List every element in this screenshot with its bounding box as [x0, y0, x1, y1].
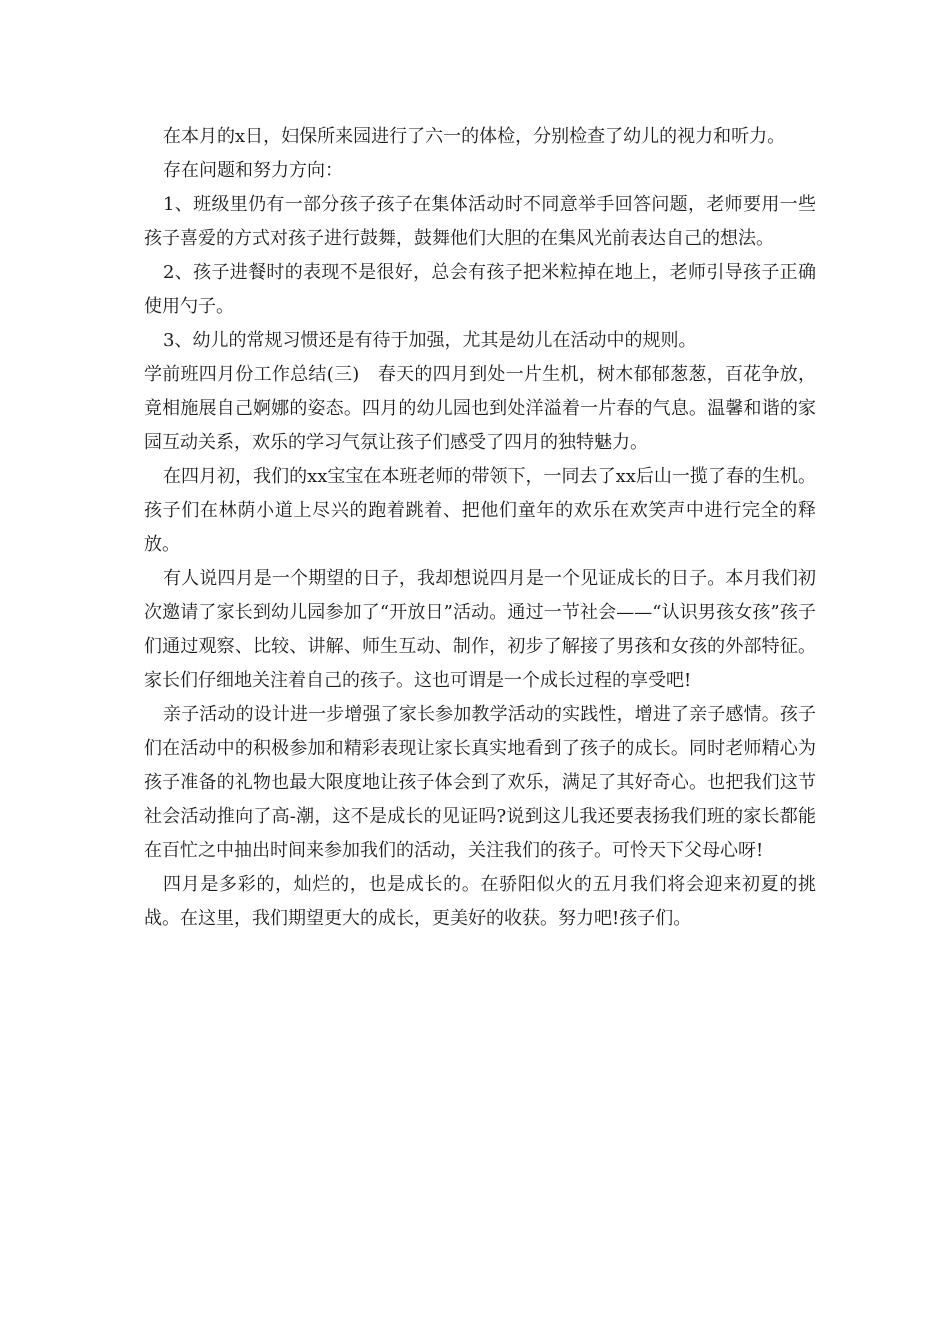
- paragraph-problem-3: 3、幼儿的常规习惯还是有待于加强，尤其是幼儿在活动中的规则。: [163, 330, 697, 351]
- paragraph-checkup: 在本月的x日，妇保所来园进行了六一的体检，分别检查了幼儿的视力和听力。: [163, 126, 786, 147]
- paragraph-open-day: 有人说四月是一个期望的日子，我却想说四月是一个见证成长的日子。本月我们初次邀请了家长到幼儿园参加了“开放日”活动。通过一节社会——“认识男孩女孩”孩子们通过观察、比较、讲解、师生互动、制作，初步了解接了男孩和女孩的外部特征。家长们仔细地关注着自己的孩子。这也可谓是一个成长过程的享受吧!: [144, 568, 816, 691]
- document-body: [144, 120, 816, 936]
- paragraph-conclusion: 四月是多彩的，灿烂的，也是成长的。在骄阳似火的五月我们将会迎来初夏的挑战。在这里，我们期望更大的成长，更美好的收获。努力吧!孩子们。: [144, 874, 816, 929]
- paragraph-problem-1: 1、班级里仍有一部分孩子孩子在集体活动时不同意举手回答问题，老师要用一些孩子喜爱的方式对孩子进行鼓舞，鼓舞他们大胆的在集风光前表达自己的想法。: [144, 194, 816, 249]
- paragraph-summary-title: 学前班四月份工作总结(三) 春天的四月到处一片生机，树木郁郁葱葱，百花争放，竟相施展自己婀娜的姿态。四月的幼儿园也到处洋溢着一片春的气息。温馨和谐的家园互动关系，欢乐的学习气氛让孩子们感受了四月的独特魅力。: [144, 364, 816, 453]
- paragraph-problems-heading: 存在问题和努力方向：: [163, 160, 343, 181]
- paragraph-parent-child: 亲子活动的设计进一步增强了家长参加教学活动的实践性，增进了亲子感情。孩子们在活动中的积极参加和精彩表现让家长真实地看到了孩子的成长。同时老师精心为孩子准备的礼物也最大限度地让孩子体会到了欢乐，满足了其好奇心。也把我们这节社会活动推向了高-潮，这不是成长的见证吗?说到这儿我还要表扬我们班的家长都能在百忙之中抽出时间来参加我们的活动，关注我们的孩子。可怜天下父母心呀!: [144, 704, 816, 861]
- paragraph-problem-2: 2、孩子进餐时的表现不是很好，总会有孩子把米粒掉在地上，老师引导孩子正确使用勺子。: [144, 262, 816, 317]
- paragraph-april-outing: 在四月初，我们的xx宝宝在本班老师的带领下，一同去了xx后山一揽了春的生机。孩子们在林荫小道上尽兴的跑着跳着、把他们童年的欢乐在欢笑声中进行完全的释放。: [144, 466, 816, 555]
